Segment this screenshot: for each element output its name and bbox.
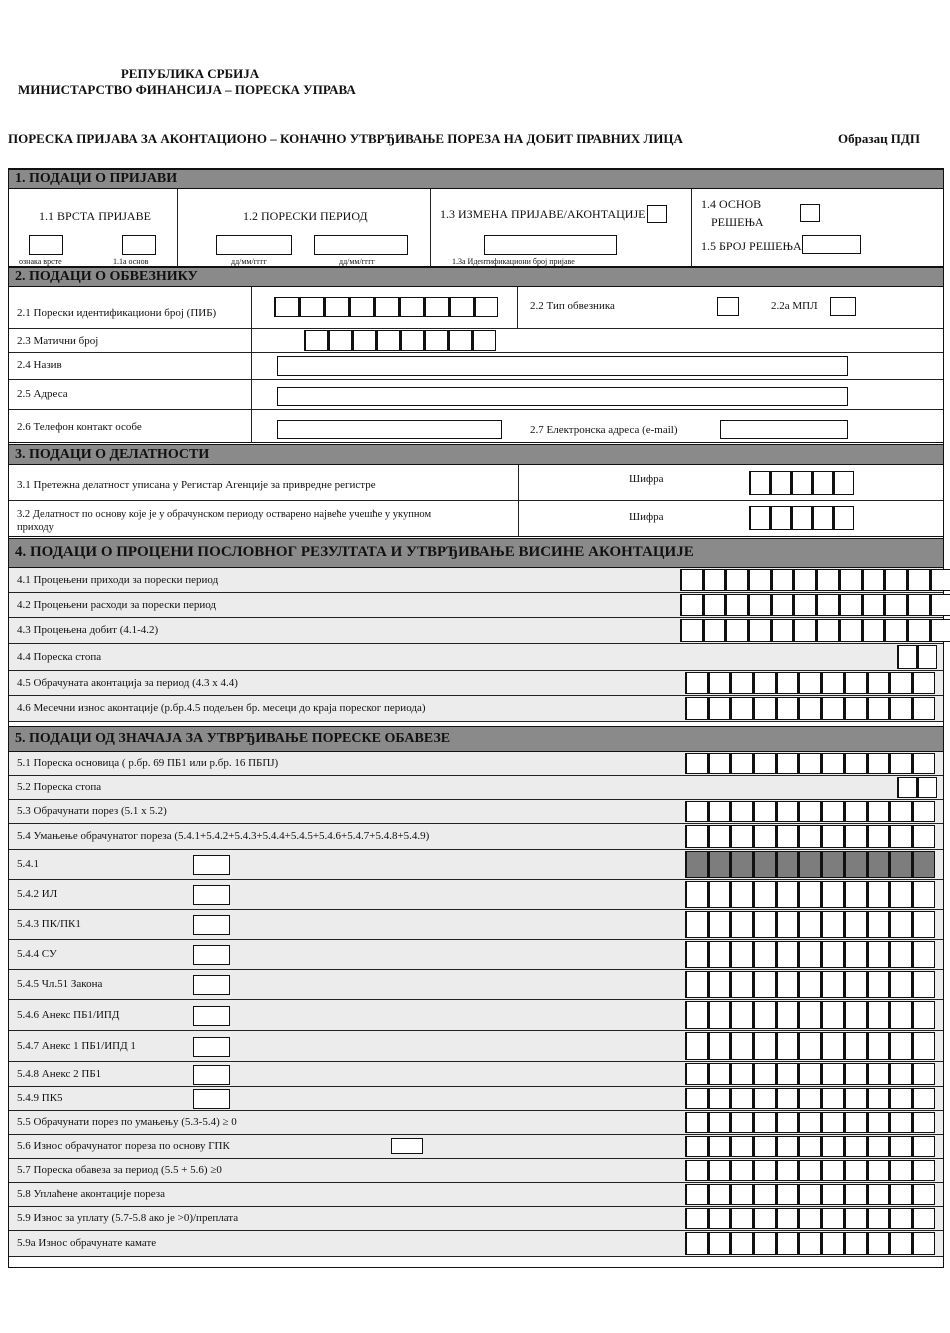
activity-code-1-input[interactable] (749, 471, 854, 495)
sub-item-code-input[interactable] (193, 885, 230, 905)
amount-5-14-input[interactable] (685, 1112, 935, 1133)
amount-5-9-input[interactable] (685, 971, 935, 998)
amount-4-2-input[interactable] (680, 594, 950, 616)
amount-4-3-input[interactable] (680, 619, 950, 642)
sub-item-code-input[interactable] (193, 1089, 230, 1109)
decision-basis-checkbox[interactable] (800, 204, 820, 222)
row-4-5-label: 4.5 Обрачуната аконтација за период (4.3 x 4.4) (17, 677, 238, 689)
amount-5-8-input[interactable] (685, 941, 935, 968)
amount-5-18-input[interactable] (685, 1208, 935, 1229)
row-5-1 (9, 752, 943, 776)
phone-input[interactable] (277, 420, 502, 439)
row-5-18-label: 5.9 Износ за уплату (5.7-5.8 ако је >0)/преплата (17, 1212, 239, 1224)
amount-5-16-input[interactable] (685, 1160, 935, 1181)
sub-item-code-input[interactable] (193, 1037, 230, 1057)
row-5-6 (9, 880, 943, 910)
row-2-3 (9, 329, 943, 353)
row-2-6 (9, 410, 943, 443)
row-5-14 (9, 1111, 943, 1135)
field-2-7-label: 2.7 Електронска адреса (e-mail) (530, 424, 678, 436)
field-1-1-sub1: ознака врсте (19, 257, 62, 266)
row-4-3 (9, 618, 943, 644)
amount-5-12-input[interactable] (685, 1063, 935, 1085)
row-5-5 (9, 850, 943, 880)
field-1-1-sub2: 1.1а основ (113, 257, 149, 266)
section-1-header: 1. ПОДАЦИ О ПРИЈАВИ (9, 169, 943, 189)
sub-item-code-input[interactable] (193, 855, 230, 875)
amount-4-1-input[interactable] (680, 569, 950, 591)
row-5-16 (9, 1159, 943, 1183)
row-5-5-label: 5.4.1 (17, 858, 39, 870)
tax-rate-5-2-input[interactable] (897, 777, 937, 798)
amount-4-6-input[interactable] (685, 697, 935, 720)
row-4-1-label: 4.1 Процењени приходи за порески период (17, 574, 219, 586)
row-5-1-label: 5.1 Пореска основица ( р.бр. 69 ПБ1 или р.бр. 16 ПБПЈ) (17, 757, 279, 769)
row-4-2 (9, 593, 943, 618)
code-label-2: Шифра (629, 511, 664, 523)
row-5-11-label: 5.4.7 Анекс 1 ПБ1/ИПД 1 (17, 1040, 136, 1052)
field-3-2-label-a: 3.2 Делатност по основу које је у обрачунском периоду остварено највеће учешће у укупном (17, 509, 432, 520)
row-5-17 (9, 1183, 943, 1207)
field-1-4-label-a: 1.4 ОСНОВ (701, 197, 762, 211)
amount-5-17-input[interactable] (685, 1184, 935, 1205)
row-2-1 (9, 287, 943, 329)
amount-5-7-input[interactable] (685, 911, 935, 938)
row-5-9-label: 5.4.5 Чл.51 Закона (17, 978, 103, 990)
row-5-8-label: 5.4.4 СУ (17, 948, 57, 960)
amount-5-19-input[interactable] (685, 1232, 935, 1255)
form-title: ПОРЕСКА ПРИЈАВА ЗА АКОНТАЦИОНО – КОНАЧНО УТВРЂИВАЊЕ ПОРЕЗА НА ДОБИТ ПРАВНИХ ЛИЦА (8, 131, 683, 146)
row-5-18 (9, 1207, 943, 1231)
amount-5-3-input[interactable] (685, 801, 935, 822)
field-3-2-label-b: приходу (17, 522, 54, 533)
pib-input[interactable] (274, 297, 498, 317)
field-2-2-label: 2.2 Тип обвезника (530, 300, 615, 312)
field-1-5-label: 1.5 БРОЈ РЕШЕЊА (701, 239, 802, 253)
row-5-12-label: 5.4.8 Анекс 2 ПБ1 (17, 1068, 102, 1080)
company-name-input[interactable] (277, 356, 848, 376)
filing-basis-input[interactable] (122, 235, 156, 255)
email-input[interactable] (720, 420, 848, 439)
sub-item-code-input[interactable] (193, 945, 230, 965)
sub-item-code-input[interactable] (193, 975, 230, 995)
amount-4-5-input[interactable] (685, 672, 935, 694)
amendment-checkbox[interactable] (647, 205, 667, 223)
registration-number-input[interactable] (304, 330, 496, 351)
row-3-1 (9, 465, 943, 501)
taxpayer-type-input[interactable] (717, 297, 739, 316)
row-5-7 (9, 910, 943, 940)
sub-item-code-input[interactable] (193, 1065, 230, 1085)
tax-rate-4-4-input[interactable] (897, 645, 937, 669)
date-format-2: дд/мм/гггг (339, 257, 375, 266)
gpk-code-input[interactable] (391, 1138, 423, 1154)
row-5-13 (9, 1087, 943, 1111)
field-2-6-label: 2.6 Телефон контакт особе (17, 421, 142, 433)
tax-form (8, 168, 944, 1268)
row-5-15 (9, 1135, 943, 1159)
row-5-9 (9, 970, 943, 1000)
decision-number-input[interactable] (802, 235, 861, 254)
field-3-1-label: 3.1 Претежна делатност уписана у Регистар Агенције за привредне регистре (17, 479, 376, 491)
ministry-heading: МИНИСТАРСТВО ФИНАНСИЈА – ПОРЕСКА УПРАВА (18, 82, 356, 97)
row-5-4-label: 5.4 Умањење обрачунатог пореза (5.4.1+5.4.2+5.4.3+5.4.4+5.4.5+5.4.6+5.4.7+5.4.8+5.4.9) (17, 830, 430, 842)
field-1-2-label: 1.2 ПОРЕСКИ ПЕРИОД (243, 209, 368, 223)
row-4-5 (9, 671, 943, 696)
row-5-19-label: 5.9а Износ обрачунате камате (17, 1237, 157, 1249)
amount-5-15-input[interactable] (685, 1136, 935, 1157)
field-2-1-label: 2.1 Порески идентификациони број (ПИБ) (17, 307, 217, 319)
date-format-1: дд/мм/гггг (231, 257, 267, 266)
section-4-header: 4. ПОДАЦИ О ПРОЦЕНИ ПОСЛОВНОГ РЕЗУЛТАТА И УТВРЂИВАЊЕ ВИСИНЕ АКОНТАЦИЈЕ (9, 538, 943, 568)
address-input[interactable] (277, 387, 848, 406)
republic-heading: РЕПУБЛИКА СРБИЈА (120, 66, 260, 81)
field-2-2a-label: 2.2а МПЛ (771, 300, 818, 312)
section-5-header: 5. ПОДАЦИ ОД ЗНАЧАЈА ЗА УТВРЂИВАЊЕ ПОРЕСКЕ ОБАВЕЗЕ (9, 726, 943, 752)
amount-5-11-input[interactable] (685, 1032, 935, 1060)
field-1-4-label-b: РЕШЕЊА (711, 215, 764, 229)
period-end-input[interactable] (314, 235, 408, 255)
row-4-1 (9, 568, 943, 593)
row-4-4-label: 4.4 Пореска стопа (17, 651, 102, 663)
row-5-19 (9, 1231, 943, 1257)
sub-item-code-input[interactable] (193, 1006, 230, 1026)
row-4-3-label: 4.3 Процењена добит (4.1-4.2) (17, 624, 159, 636)
filing-type-input[interactable] (29, 235, 63, 255)
row-5-3-label: 5.3 Обрачунати порез (5.1 x 5.2) (17, 805, 167, 817)
amount-5-10-input[interactable] (685, 1001, 935, 1029)
filing-id-input[interactable] (484, 235, 617, 255)
row-5-7-label: 5.4.3 ПК/ПК1 (17, 918, 81, 930)
row-5-10 (9, 1000, 943, 1031)
row-5-6-label: 5.4.2 ИЛ (17, 888, 58, 900)
field-2-5-label: 2.5 Адреса (17, 388, 68, 400)
row-3-2 (9, 501, 943, 537)
form-code: Образац ПДП (838, 131, 920, 146)
row-5-17-label: 5.8 Уплаћене аконтације пореза (17, 1188, 165, 1200)
row-5-14-label: 5.5 Обрачунати порез по умањењу (5.3-5.4) ≥ 0 (17, 1116, 237, 1128)
row-5-11 (9, 1031, 943, 1062)
row-4-6 (9, 696, 943, 722)
amount-5-1-input[interactable] (685, 753, 935, 774)
section-1-body (9, 189, 943, 267)
row-4-2-label: 4.2 Процењени расходи за порески период (17, 599, 217, 611)
row-4-4 (9, 644, 943, 671)
code-label-1: Шифра (629, 473, 664, 485)
row-5-15-label: 5.6 Износ обрачунатог пореза по основу ГПК (17, 1140, 230, 1152)
field-1-1-label: 1.1 ВРСТА ПРИЈАВЕ (39, 209, 151, 223)
row-2-5 (9, 380, 943, 410)
row-5-13-label: 5.4.9 ПК5 (17, 1092, 63, 1104)
row-5-8 (9, 940, 943, 970)
row-5-3 (9, 800, 943, 824)
row-4-6-label: 4.6 Месечни износ аконтације (р.бр.4.5 подељен бр. месеци до краја пореског периода) (17, 702, 426, 714)
field-2-3-label: 2.3 Матични број (17, 335, 99, 347)
section-2-header: 2. ПОДАЦИ О ОБВЕЗНИКУ (9, 267, 943, 287)
field-1-3-label: 1.3 ИЗМЕНА ПРИЈАВЕ/АКОНТАЦИЈЕ (440, 207, 646, 221)
section-3-header: 3. ПОДАЦИ О ДЕЛАТНОСТИ (9, 444, 943, 465)
mpl-input[interactable] (830, 297, 856, 316)
row-5-10-label: 5.4.6 Анекс ПБ1/ИПД (17, 1009, 120, 1021)
field-2-4-label: 2.4 Назив (17, 359, 62, 371)
sub-item-code-input[interactable] (193, 915, 230, 935)
amount-5-4-input[interactable] (685, 825, 935, 848)
period-start-input[interactable] (216, 235, 292, 255)
row-5-12 (9, 1062, 943, 1087)
amount-5-13-input[interactable] (685, 1088, 935, 1109)
row-5-16-label: 5.7 Пореска обавеза за период (5.5 + 5.6) ≥0 (17, 1164, 222, 1176)
amount-5-6-input[interactable] (685, 881, 935, 908)
row-5-2-label: 5.2 Пореска стопа (17, 781, 102, 793)
row-2-4 (9, 353, 943, 380)
field-1-3a-label: 1.3а Идентификациони број пријаве (452, 257, 575, 266)
activity-code-2-input[interactable] (749, 506, 854, 530)
amount-5-5-input (685, 851, 935, 878)
row-5-2 (9, 776, 943, 800)
row-5-4 (9, 824, 943, 850)
